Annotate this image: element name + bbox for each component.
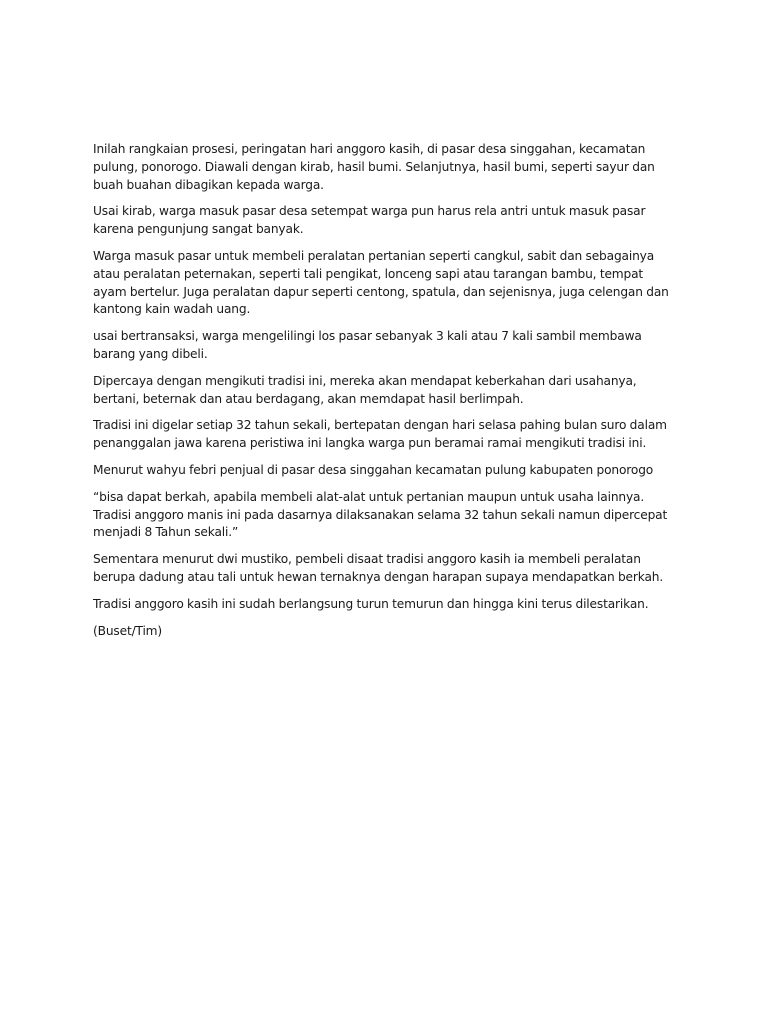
- paragraph-quote: “bisa dapat berkah, apabila membeli alat-alat untuk pertanian maupun untuk usaha lainnya. Tradisi anggoro manis ini pada dasarnya dilaksanakan selama 32 tahun sekali namun dipercepat menjadi 8 Tahun sekali.”: [93, 489, 668, 540]
- paragraph-peralatan: Warga masuk pasar untuk membeli peralatan pertanian seperti cangkul, sabit dan sebagainya atau peralatan peternakan, seperti tali pengikat, lonceng sapi atau tarangan bambu, tempat ayam bertelur. Juga peralatan dapur seperti centong, spatula, dan sejenisnya, juga celengan dan kantong kain wadah uang.: [93, 248, 669, 317]
- paragraph-intro: Inilah rangkaian prosesi, peringatan hari anggoro kasih, di pasar desa singgahan, kecamatan pulung, ponorogo. Diawali dengan kirab, hasil bumi. Selanjutnya, hasil bumi, seperti sayur dan buah buahan dibagikan kepada warga.: [93, 142, 655, 192]
- paragraph-kirab: Usai kirab, warga masuk pasar desa setempat warga pun harus rela antri untuk masuk pasar karena pengunjung sangat banyak.: [93, 204, 646, 237]
- byline: (Buset/Tim): [93, 623, 163, 638]
- paragraph-keberkahan: Dipercaya dengan mengikuti tradisi ini, mereka akan mendapat keberkahan dari usahanya, bertani, beternak dan atau berdagang, akan memdapat hasil berlimpah.: [93, 373, 637, 406]
- paragraph-penutup: Tradisi anggoro kasih ini sudah berlangsung turun temurun dan hingga kini terus dilestarikan.: [93, 596, 649, 611]
- document-body: [93, 141, 677, 649]
- paragraph-tradisi: Tradisi ini digelar setiap 32 tahun sekali, bertepatan dengan hari selasa pahing bulan suro dalam penanggalan jawa karena peristiwa ini langka warga pun beramai ramai mengikuti tradisi ini.: [93, 418, 667, 451]
- paragraph-menurut-wahyu: Menurut wahyu febri penjual di pasar desa singgahan kecamatan pulung kabupaten ponorogo: [93, 462, 654, 477]
- paragraph-dwi-mustiko: Sementara menurut dwi mustiko, pembeli disaat tradisi anggoro kasih ia membeli peralatan berupa dadung atau tali untuk hewan ternaknya dengan harapan supaya mendapatkan berkah.: [93, 552, 664, 584]
- paragraph-transaksi: usai bertransaksi, warga mengelilingi los pasar sebanyak 3 kali atau 7 kali sambil membawa barang yang dibeli.: [93, 329, 642, 361]
